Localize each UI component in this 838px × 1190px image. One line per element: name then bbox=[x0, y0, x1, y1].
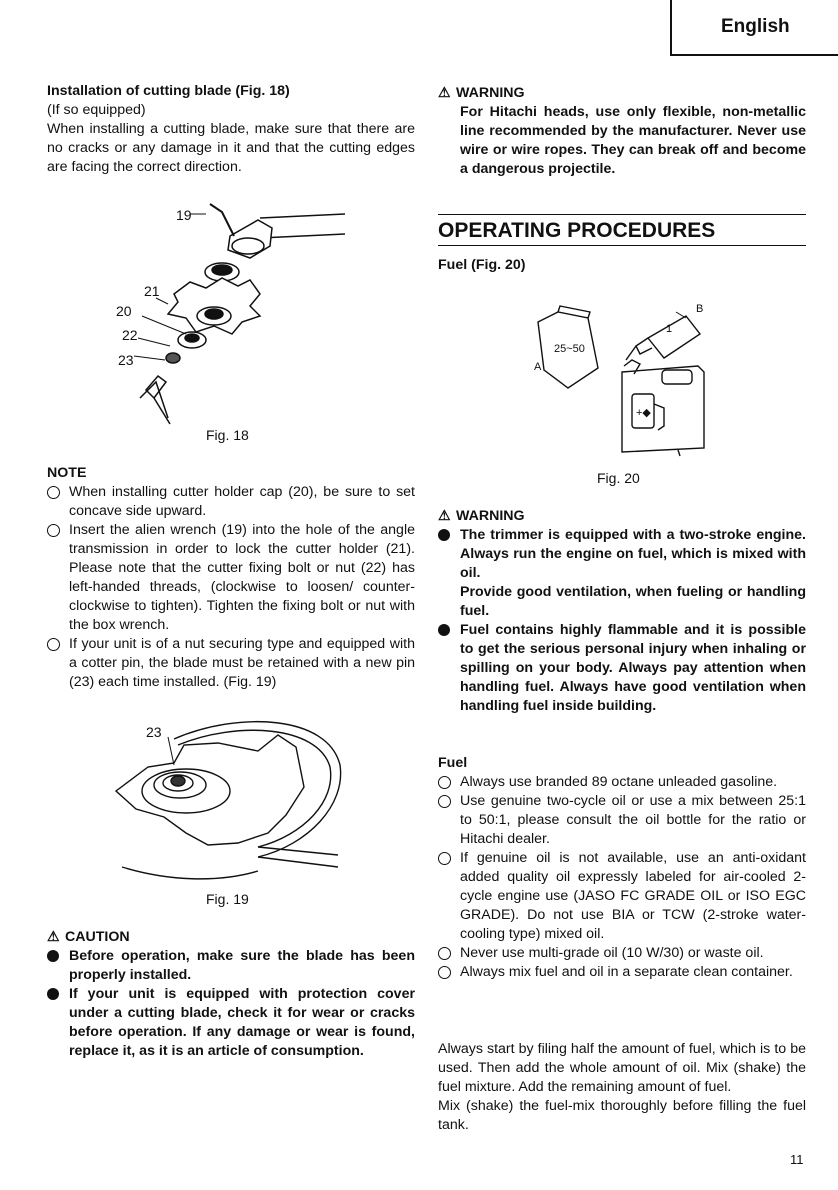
note-item: If your unit is of a nut securing type and equipped with a cotter pin, the blade must be retained with a new pin (23) each time installed. (Fig. 19) bbox=[47, 635, 415, 692]
mixing-instructions bbox=[438, 1040, 806, 1135]
fig20-caption: Fig. 20 bbox=[597, 470, 640, 486]
fuel-item: Always mix fuel and oil in a separate clean container. bbox=[438, 963, 806, 982]
fig20-label-a: A bbox=[534, 361, 542, 373]
warning2-item: The trimmer is equipped with a two-stroke engine. Always run the engine on fuel, which is mixed with oil. Provide good ventilation, when fueling or handling fuel. bbox=[438, 526, 806, 621]
fig19-label-23: 23 bbox=[146, 724, 162, 740]
caution-item: Before operation, make sure the blade has been properly installed. bbox=[47, 947, 415, 985]
page-number: 11 bbox=[790, 1152, 804, 1167]
language-tab bbox=[670, 0, 838, 56]
fuel-item: If genuine oil is not available, use an anti-oxidant added quality oil expressly labeled for air-cooled 2-cycle engine use (JASO FC GRADE OIL or ISO EGC GRADE). Do not use BIA or TCW (2-stroke water-cooling type) mixed oil. bbox=[438, 849, 806, 944]
install-title: Installation of cutting blade (Fig. 18) bbox=[47, 83, 290, 99]
fig20-bottle-mark: 1 bbox=[666, 323, 673, 335]
warning2-item: Fuel contains highly flammable and it is possible to get the serious personal injury when inhaling or spilling on your body. Always pay attention when handling fuel. Always have good ventilation when handling fuel inside building. bbox=[438, 621, 806, 716]
fig19-illustration bbox=[108, 705, 348, 885]
note-item: When installing cutter holder cap (20), be sure to set concave side upward. bbox=[47, 483, 415, 521]
caution-triangle-icon: ⚠ bbox=[47, 929, 60, 945]
fig18-label-23: 23 bbox=[118, 352, 134, 368]
warning-triangle-icon: ⚠ bbox=[438, 85, 451, 101]
warning2-section bbox=[438, 507, 806, 716]
fig18-label-22: 22 bbox=[122, 327, 138, 343]
fig18-label-20: 20 bbox=[116, 303, 132, 319]
fig20-ratio: 25~50 bbox=[554, 343, 585, 355]
language-label: English bbox=[721, 16, 790, 37]
fig18-label-21: 21 bbox=[144, 283, 160, 299]
section-title: OPERATING PROCEDURES bbox=[438, 219, 716, 242]
fig19-caption: Fig. 19 bbox=[206, 891, 249, 907]
section-rule-top bbox=[438, 214, 806, 215]
caution-item: If your unit is equipped with protection cover under a cutting blade, check it for wear or cracks before operation. If any damage or wear is found, replace it, as it is an article of consumption. bbox=[47, 985, 415, 1061]
section-rule-bottom bbox=[438, 245, 806, 246]
install-section bbox=[47, 82, 415, 177]
note-title: NOTE bbox=[47, 465, 87, 481]
warning1-section bbox=[438, 84, 806, 179]
warning1-text: For Hitachi heads, use only flexible, non-metallic line recommended by the manufacturer. Never use wire or wire ropes. They can break off and become a dangerous projectile. bbox=[460, 104, 806, 177]
note-section bbox=[47, 464, 415, 692]
fig18-caption: Fig. 18 bbox=[206, 427, 249, 443]
fig20-label-b: B bbox=[696, 303, 704, 315]
fuel-can-symbol-icon: +◆ bbox=[636, 407, 651, 419]
warning-triangle-icon: ⚠ bbox=[438, 508, 451, 524]
fuel-section bbox=[438, 754, 806, 982]
fuel-item: Never use multi-grade oil (10 W/30) or waste oil. bbox=[438, 944, 806, 963]
note-item: Insert the alien wrench (19) into the hole of the angle transmission in order to lock the cutter holder (21). Please note that the cutter fixing bolt or nut (22) has left-handed threads, (clockwise to loosen/ counter-clockwise to tighten). Tighten the fixing bolt or nut with the box wrench. bbox=[47, 521, 415, 635]
fuel-title: Fuel bbox=[438, 755, 468, 771]
caution-title: CAUTION bbox=[65, 929, 130, 945]
fuel-fig-title: Fuel (Fig. 20) bbox=[438, 257, 526, 273]
warning2-title: WARNING bbox=[456, 508, 525, 524]
fuel-item: Always use branded 89 octane unleaded gasoline. bbox=[438, 773, 806, 792]
fuel-item: Use genuine two-cycle oil or use a mix between 25:1 to 50:1, please consult the oil bottle for the ratio or Hitachi dealer. bbox=[438, 792, 806, 849]
fig18-label-19: 19 bbox=[176, 207, 192, 223]
mixing-paragraph-1: Always start by filing half the amount of fuel, which is to be used. Then add the whole amount of oil. Mix (shake) the fuel mixture. Add the remaining amount of fuel. bbox=[438, 1041, 806, 1095]
warning1-title: WARNING bbox=[456, 85, 525, 101]
install-subtitle: (If so equipped) bbox=[47, 102, 146, 118]
caution-section bbox=[47, 928, 415, 1061]
mixing-paragraph-2: Mix (shake) the fuel-mix thoroughly before filling the fuel tank. bbox=[438, 1098, 806, 1133]
install-text: When installing a cutting blade, make sure that there are no cracks or any damage in it and that the cutting edges are facing the correct direction. bbox=[47, 121, 415, 175]
fig18-illustration bbox=[110, 198, 360, 426]
fig20-illustration bbox=[528, 298, 718, 458]
